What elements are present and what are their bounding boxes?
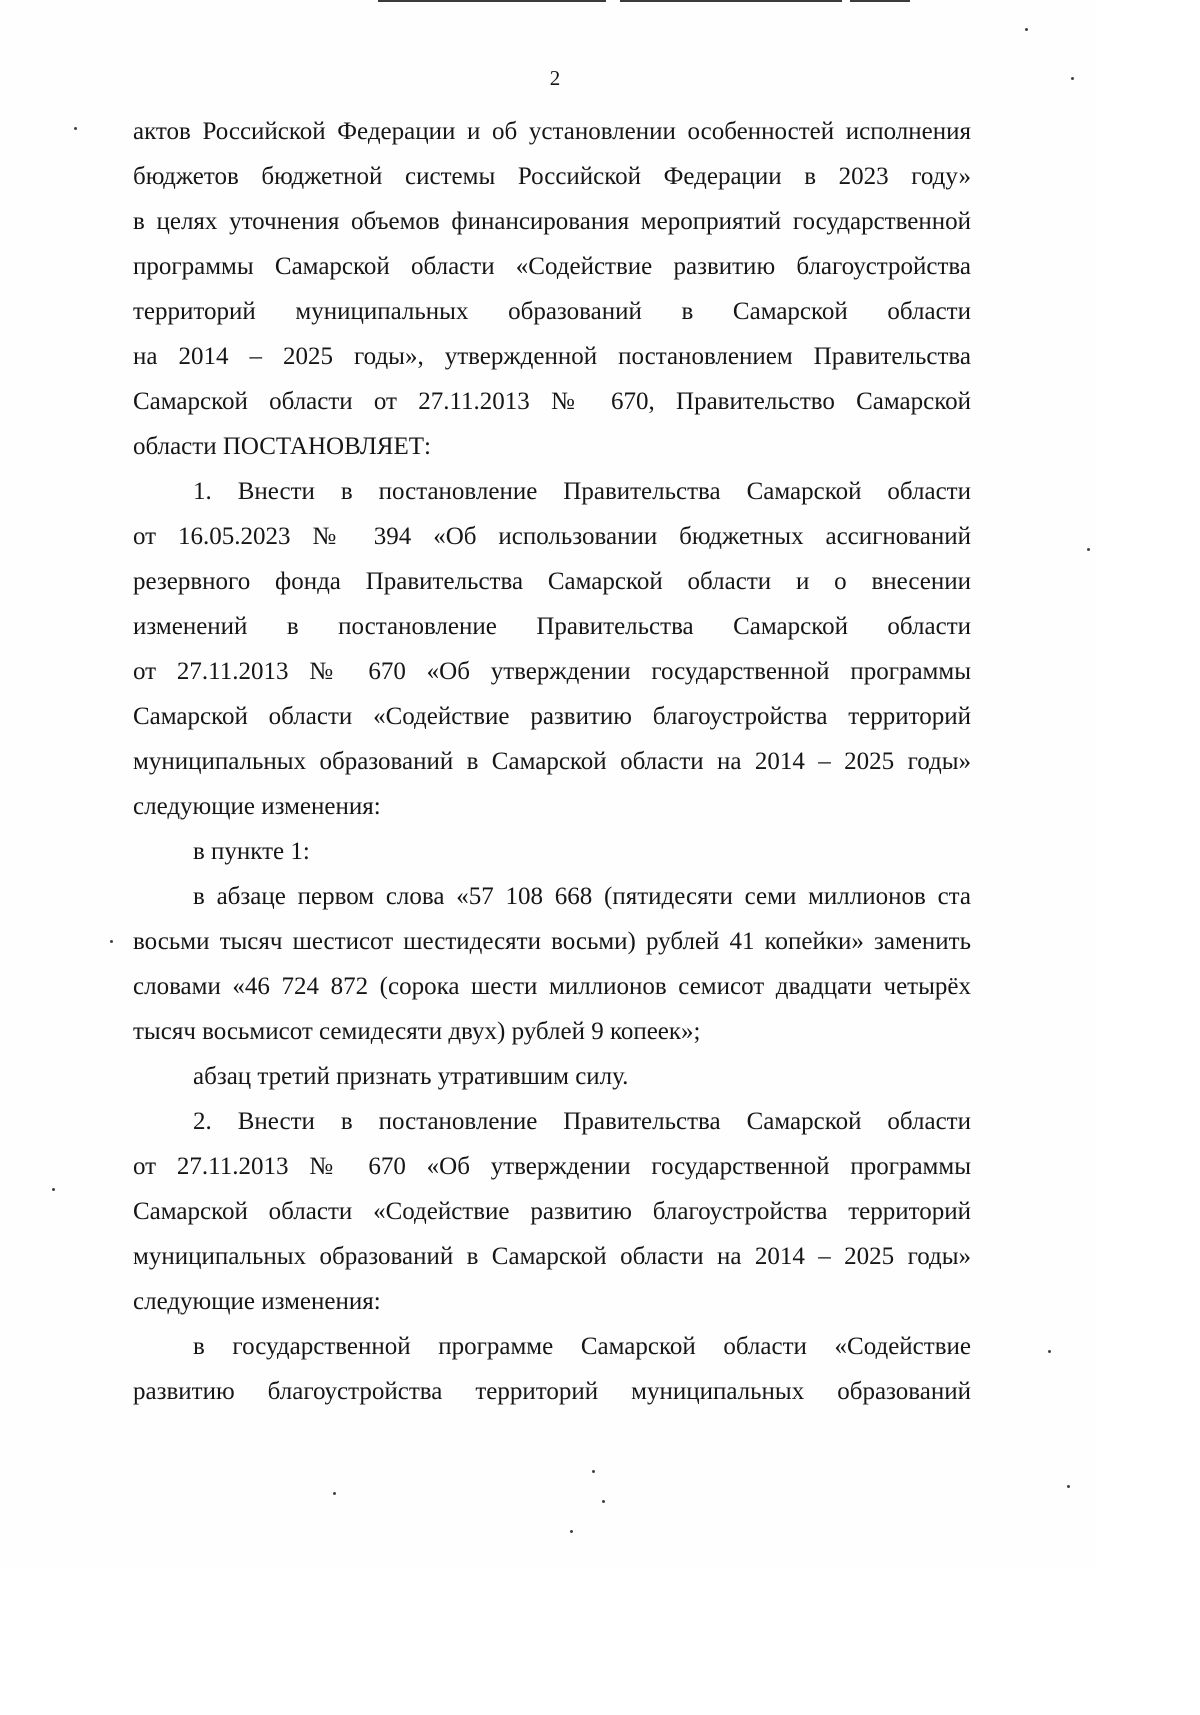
text-line: на 2014 – 2025 годы», утвержденной постановлением Правительства [133,343,971,370]
scan-speck [333,1492,336,1495]
sub-item-start: в абзаце первом слова «57 108 668 (пятидесяти семи миллионов ста [193,883,971,910]
text-line: от 27.11.2013 № 670 «Об утверждении государственной программы [133,1153,971,1180]
text-line: территорий муниципальных образований в Самарской области [133,298,971,325]
scan-speck [570,1530,573,1533]
scan-speck [1071,77,1074,80]
scan-speck [1048,1350,1051,1353]
text-line: программы Самарской области «Содействие развитию благоустройства [133,253,971,280]
text-line: муниципальных образований в Самарской области на 2014 – 2025 годы» [133,748,971,775]
scan-speck [52,1188,55,1191]
scan-edge-mark [620,0,842,2]
paragraph-1-start: 1. Внести в постановление Правительства Самарской области [193,478,971,505]
text-line: развитию благоустройства территорий муниципальных образований [133,1378,971,1405]
text-line: бюджетов бюджетной системы Российской Федерации в 2023 году» [133,163,971,190]
text-line: от 27.11.2013 № 670 «Об утверждении государственной программы [133,658,971,685]
text-line: резервного фонда Правительства Самарской области и о внесении [133,568,971,595]
scan-speck [110,940,113,943]
sub-item-heading: в пункте 1: [193,838,310,865]
page-number: 2 [549,66,561,90]
scan-edge-mark [378,0,606,2]
text-line: области ПОСТАНОВЛЯЕТ: [133,433,431,460]
text-line: Самарской области «Содействие развитию благоустройства территорий [133,703,971,730]
text-line: в целях уточнения объемов финансирования мероприятий государственной [133,208,971,235]
text-line: муниципальных образований в Самарской области на 2014 – 2025 годы» [133,1243,971,1270]
scan-speck [602,1500,605,1503]
scan-edge-mark [850,0,910,2]
text-line: словами «46 724 872 (сорока шести миллионов семисот двадцати четырёх [133,973,971,1000]
scan-speck [1025,28,1028,31]
text-line: тысяч восьмисот семидесяти двух) рублей 9 копеек»; [133,1018,701,1045]
text-line: актов Российской Федерации и об установлении особенностей исполнения [133,118,971,145]
scan-speck [592,1470,595,1473]
text-line: следующие изменения: [133,793,381,820]
scan-speck [1087,548,1090,551]
text-line: следующие изменения: [133,1288,381,1315]
text-line: Самарской области от 27.11.2013 № 670, Правительство Самарской [133,388,971,415]
sub-item-start: в государственной программе Самарской области «Содействие [193,1333,971,1360]
text-line: изменений в постановление Правительства Самарской области [133,613,971,640]
text-line: восьми тысяч шестисот шестидесяти восьми) рублей 41 копейки» заменить [133,928,971,955]
scan-speck [74,127,77,130]
scan-speck [1067,1485,1070,1488]
text-line: от 16.05.2023 № 394 «Об использовании бюджетных ассигнований [133,523,971,550]
sub-item: абзац третий признать утратившим силу. [193,1063,629,1090]
text-line: Самарской области «Содействие развитию благоустройства территорий [133,1198,971,1225]
paragraph-2-start: 2. Внести в постановление Правительства Самарской области [193,1108,971,1135]
